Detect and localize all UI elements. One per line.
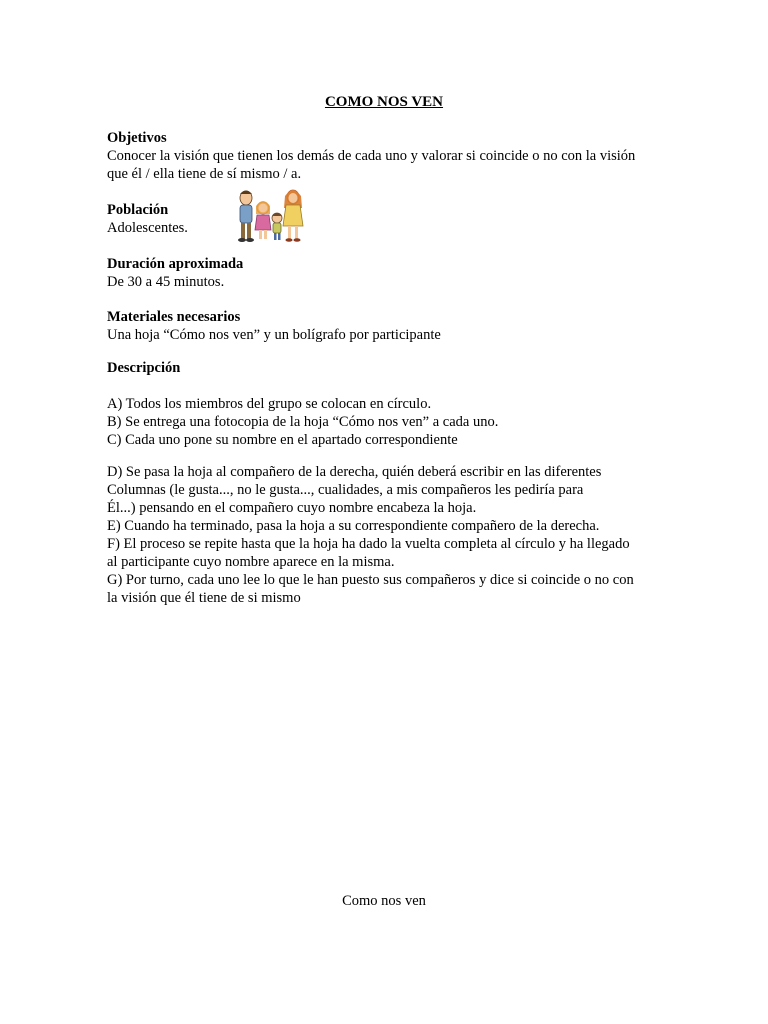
materiales-text: Una hoja “Cómo nos ven” y un bolígrafo por participante [107, 327, 441, 343]
poblacion-text: Adolescentes. [107, 220, 188, 236]
section-heading-duracion: Duración aproximada [107, 256, 244, 272]
description-step: la visión que él tiene de si mismo [107, 590, 301, 606]
section-duracion [107, 255, 677, 291]
description-step: Columnas (le gusta..., no le gusta..., cualidades, a mis compañeros les pediría para [107, 482, 584, 498]
description-step: E) Cuando ha terminado, pasa la hoja a su correspondiente compañero de la derecha. [107, 518, 600, 534]
section-heading-poblacion: Población [107, 202, 169, 218]
section-poblacion [107, 201, 677, 237]
description-step: A) Todos los miembros del grupo se colocan en círculo. [107, 396, 432, 412]
description-step: F) El proceso se repite hasta que la hoja ha dado la vuelta completa al círculo y ha llegado [107, 536, 630, 552]
description-steps-group-1 [107, 395, 677, 449]
page-footer: Como nos ven [342, 893, 426, 909]
duracion-text: De 30 a 45 minutos. [107, 274, 225, 290]
description-step: al participante cuyo nombre aparece en la misma. [107, 554, 395, 570]
description-step: G) Por turno, cada uno lee lo que le han puesto sus compañeros y dice si coincide o no con [107, 572, 634, 588]
section-objetivos [107, 129, 677, 183]
description-steps-group-2 [107, 463, 677, 607]
section-heading-descripcion: Descripción [107, 360, 181, 376]
section-heading-materiales: Materiales necesarios [107, 309, 241, 325]
description-step: Él...) pensando en el compañero cuyo nombre encabeza la hoja. [107, 500, 477, 516]
family-group-icon [232, 186, 308, 244]
objetivos-line: Conocer la visión que tienen los demás de cada uno y valorar si coincide o no con la visión [107, 148, 636, 164]
description-step: D) Se pasa la hoja al compañero de la derecha, quién deberá escribir en las diferentes [107, 464, 602, 480]
page-title: COMO NOS VEN [324, 94, 444, 110]
description-step: C) Cada uno pone su nombre en el apartado correspondiente [107, 432, 458, 448]
section-descripcion [107, 359, 677, 377]
section-heading-objetivos: Objetivos [107, 130, 167, 146]
section-materiales [107, 308, 677, 344]
description-step: B) Se entrega una fotocopia de la hoja “Cómo nos ven” a cada uno. [107, 414, 499, 430]
objetivos-line: que él / ella tiene de sí mismo / a. [107, 166, 302, 182]
